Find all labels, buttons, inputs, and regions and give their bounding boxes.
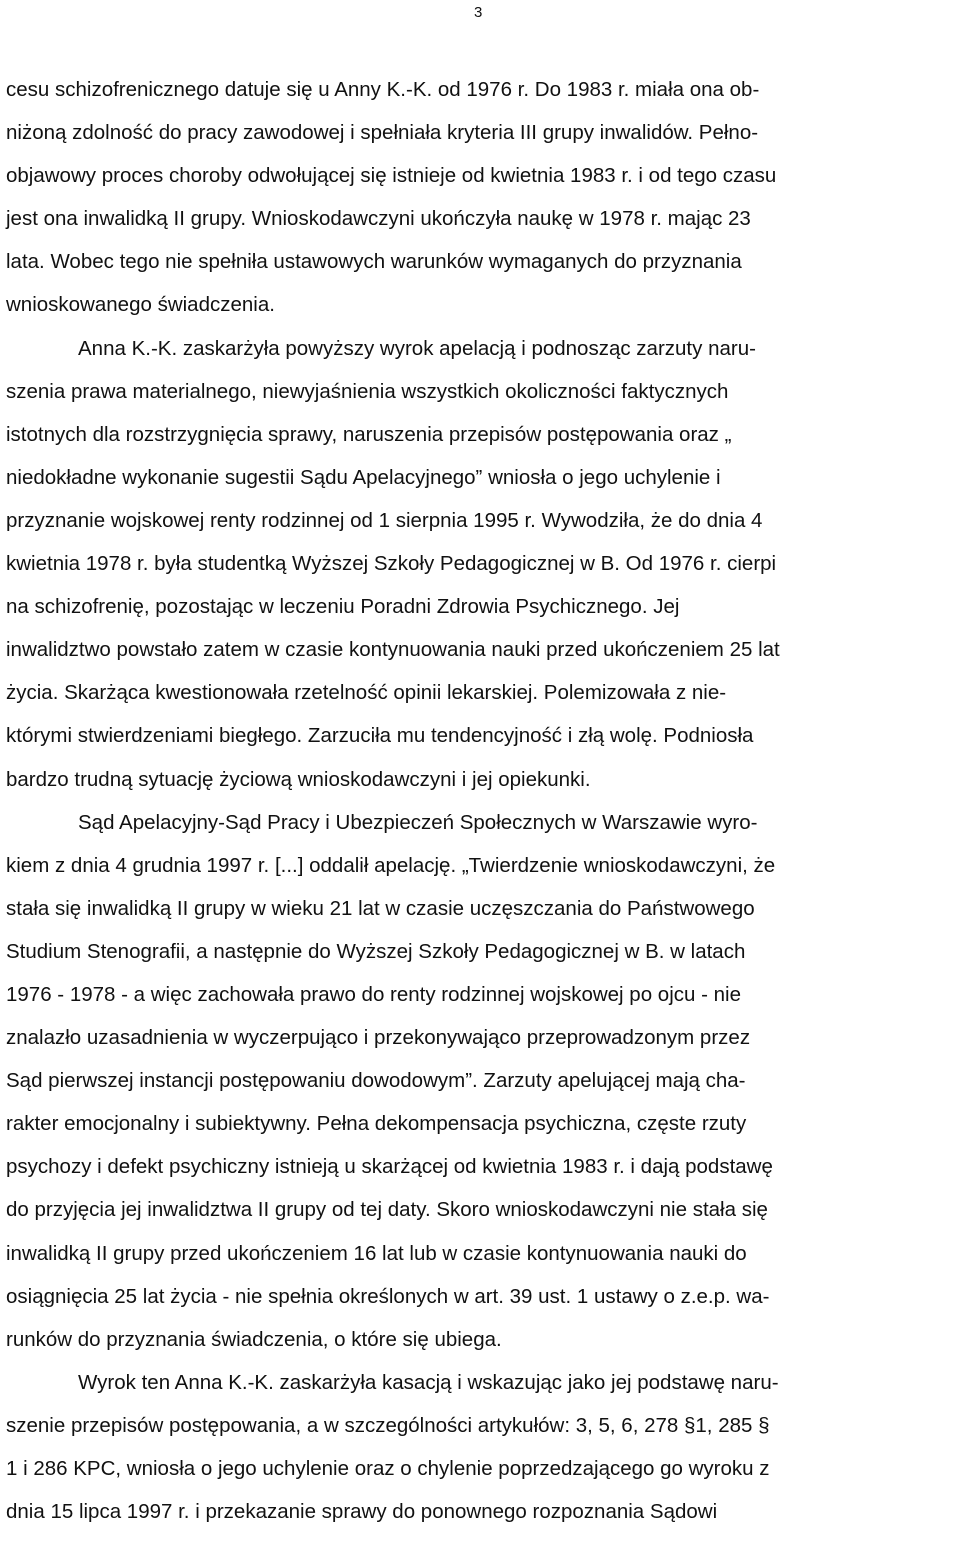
text-line: bardzo trudną sytuację życiową wnioskodawczyni i jej opiekunki.	[6, 767, 591, 791]
text-line: cesu schizofrenicznego datuje się u Anny K.-K. od 1976 r. Do 1983 r. miała ona ob-	[6, 78, 760, 101]
text-line: istotnych dla rozstrzygnięcia sprawy, naruszenia przepisów postępowania oraz „	[6, 422, 732, 446]
text-line: inwalidką II grupy przed ukończeniem 16 lat lub w czasie kontynuowania nauki do	[6, 1241, 747, 1265]
text-line: Studium Stenografii, a następnie do Wyższej Szkoły Pedagogicznej w B. w latach	[6, 939, 746, 963]
text-line: Wyrok ten Anna K.-K. zaskarżyła kasacją i wskazując jako jej podstawę naru-	[78, 1370, 779, 1394]
text-line: dnia 15 lipca 1997 r. i przekazanie sprawy do ponownego rozpoznania Sądowi	[6, 1500, 718, 1524]
text-line: szenie przepisów postępowania, a w szczególności artykułów: 3, 5, 6, 278 §1, 285 §	[6, 1413, 770, 1437]
text-line: Sąd Apelacyjny-Sąd Pracy i Ubezpieczeń Społecznych w Warszawie wyro-	[78, 810, 758, 834]
text-line: lata. Wobec tego nie spełniła ustawowych warunków wymaganych do przyznania	[6, 250, 742, 274]
text-line: niedokładne wykonanie sugestii Sądu Apelacyjnego” wniosła o jego uchylenie i	[6, 465, 721, 489]
text-line: wnioskowanego świadczenia.	[6, 293, 275, 317]
text-line: do przyjęcia jej inwalidztwa II grupy od tej daty. Skoro wnioskodawczyni nie stała się	[6, 1198, 768, 1222]
text-line: 1 i 286 KPC, wniosła o jego uchylenie oraz o chylenie poprzedzającego go wyroku z	[6, 1457, 770, 1480]
text-line: życia. Skarżąca kwestionowała rzetelność opinii lekarskiej. Polemizowała z nie-	[6, 681, 727, 705]
text-line: przyznanie wojskowej renty rodzinnej od 1 sierpnia 1995 r. Wywodziła, że do dnia 4	[6, 508, 763, 532]
text-line: kwietnia 1978 r. była studentką Wyższej Szkoły Pedagogicznej w B. Od 1976 r. cierpi	[6, 552, 777, 576]
document-body	[6, 68, 956, 1533]
text-line: runków do przyznania świadczenia, o które się ubiega.	[6, 1327, 502, 1351]
text-line: 1976 - 1978 - a więc zachowała prawo do renty rodzinnej wojskowej po ojcu - nie	[6, 982, 741, 1006]
text-line: na schizofrenię, pozostając w leczeniu Poradni Zdrowia Psychicznego. Jej	[6, 595, 680, 619]
text-line: osiągnięcia 25 lat życia - nie spełnia określonych w art. 39 ust. 1 ustawy o z.e.p. wa-	[6, 1284, 770, 1308]
text-line: szenia prawa materialnego, niewyjaśnienia wszystkich okoliczności faktycznych	[6, 379, 729, 403]
text-line: stała się inwalidką II grupy w wieku 21 lat w czasie uczęszczania do Państwowego	[6, 896, 755, 920]
text-line: Anna K.-K. zaskarżyła powyższy wyrok apelacją i podnosząc zarzuty naru-	[78, 336, 756, 360]
text-line: Sąd pierwszej instancji postępowaniu dowodowym”. Zarzuty apelującej mają cha-	[6, 1069, 746, 1093]
text-line: niżoną zdolność do pracy zawodowej i spełniała kryteria III grupy inwalidów. Pełno-	[6, 121, 759, 145]
text-line: rakter emocjonalny i subiektywny. Pełna dekompensacja psychiczna, częste rzuty	[6, 1112, 747, 1136]
text-line: którymi stwierdzeniami biegłego. Zarzuciła mu tendencyjność i złą wolę. Podniosła	[6, 724, 754, 748]
text-line: znalazło uzasadnienia w wyczerpująco i przekonywająco przeprowadzonym przez	[6, 1026, 751, 1050]
page-number: 3	[474, 4, 483, 21]
text-line: jest ona inwalidką II grupy. Wnioskodawczyni ukończyła naukę w 1978 r. mając 23	[6, 207, 751, 231]
text-line: psychozy i defekt psychiczny istnieją u skarżącej od kwietnia 1983 r. i dają podstawę	[6, 1155, 773, 1179]
text-line: kiem z dnia 4 grudnia 1997 r. [...] oddalił apelację. „Twierdzenie wnioskodawczyni, że	[6, 853, 776, 877]
text-line: inwalidztwo powstało zatem w czasie kontynuowania nauki przed ukończeniem 25 lat	[6, 638, 780, 662]
text-line: objawowy proces choroby odwołującej się istnieje od kwietnia 1983 r. i od tego czasu	[6, 164, 777, 188]
